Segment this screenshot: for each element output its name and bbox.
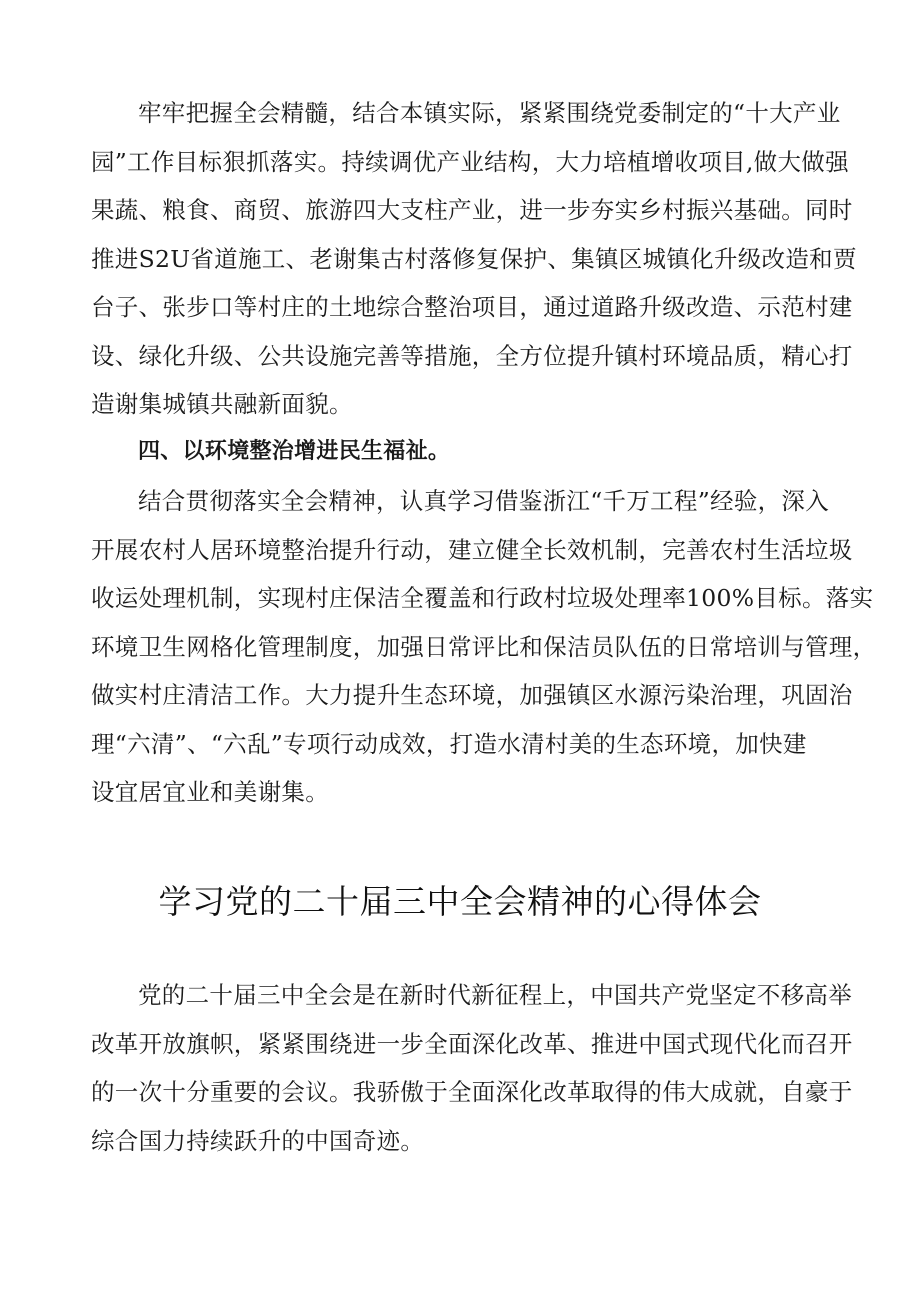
text-line: 开展农村人居环境整治提升行动，建立健全长效机制，完善农村生活垃圾 — [91, 535, 853, 564]
text-line: 造谢集城镇共融新面貌。 — [91, 390, 353, 418]
text-line: 改革开放旗帜，紧紧围绕进一步全面深化改革、推进中国式现代化而召开 — [91, 1029, 853, 1058]
text-line: 设、绿化升级、公共设施完善等措施，全方位提升镇村环境品质，精心打 — [91, 341, 853, 370]
text-line: 综合国力持续跃升的中国奇迹。 — [91, 1126, 425, 1155]
section-heading-4-block — [91, 428, 843, 477]
text-line: 园”工作目标狠抓落实。持续调优产业结构，大力培植增收项目,做大做强 — [91, 147, 849, 176]
text-line: 果蔬、粮食、商贸、旅游四大支柱产业，进一步夯实乡村振兴基础。同时 — [91, 196, 853, 224]
text-line: 设宜居宜业和美谢集。 — [91, 778, 329, 806]
text-line: 台子、张步口等村庄的土地综合整治项目，通过道路升级改造、示范村建 — [91, 293, 853, 321]
text-line: 牢牢把握全会精髓，结合本镇实际，紧紧围绕党委制定的“十大产业 — [138, 99, 841, 127]
text-line: 的一次十分重要的会议。我骄傲于全面深化改革取得的伟大成就，自豪于 — [91, 1078, 853, 1106]
text-line: 环境卫生网格化管理制度，加强日常评比和保洁员队伍的日常培训与管理， — [91, 632, 877, 661]
paragraph-environment — [91, 477, 877, 817]
text-line: 做实村庄清洁工作。大力提升生态环境，加强镇区水源污染治理，巩固治 — [91, 681, 853, 709]
paragraph-intro — [91, 971, 853, 1165]
text-line: 推进S2U省道施工、老谢集古村落修复保护、集镇区城镇化升级改造和贾 — [91, 244, 857, 273]
article-title: 学习党的二十届三中全会精神的心得体会 — [158, 882, 762, 921]
paragraph-industry — [91, 89, 857, 429]
section-heading: 四、以环境整治增进民生福祉。 — [138, 439, 451, 464]
text-line: 收运处理机制，实现村庄保洁全覆盖和行政村垃圾处理率100%目标。落实 — [91, 584, 874, 612]
text-line: 理“六清”、“六乱”专项行动成效，打造水清村美的生态环境，加快建 — [91, 729, 807, 758]
text-line: 结合贯彻落实全会精神，认真学习借鉴浙江“千万工程”经验，深入 — [138, 487, 830, 515]
text-line: 党的二十届三中全会是在新时代新征程上，中国共产党坚定不移高举 — [138, 981, 852, 1009]
